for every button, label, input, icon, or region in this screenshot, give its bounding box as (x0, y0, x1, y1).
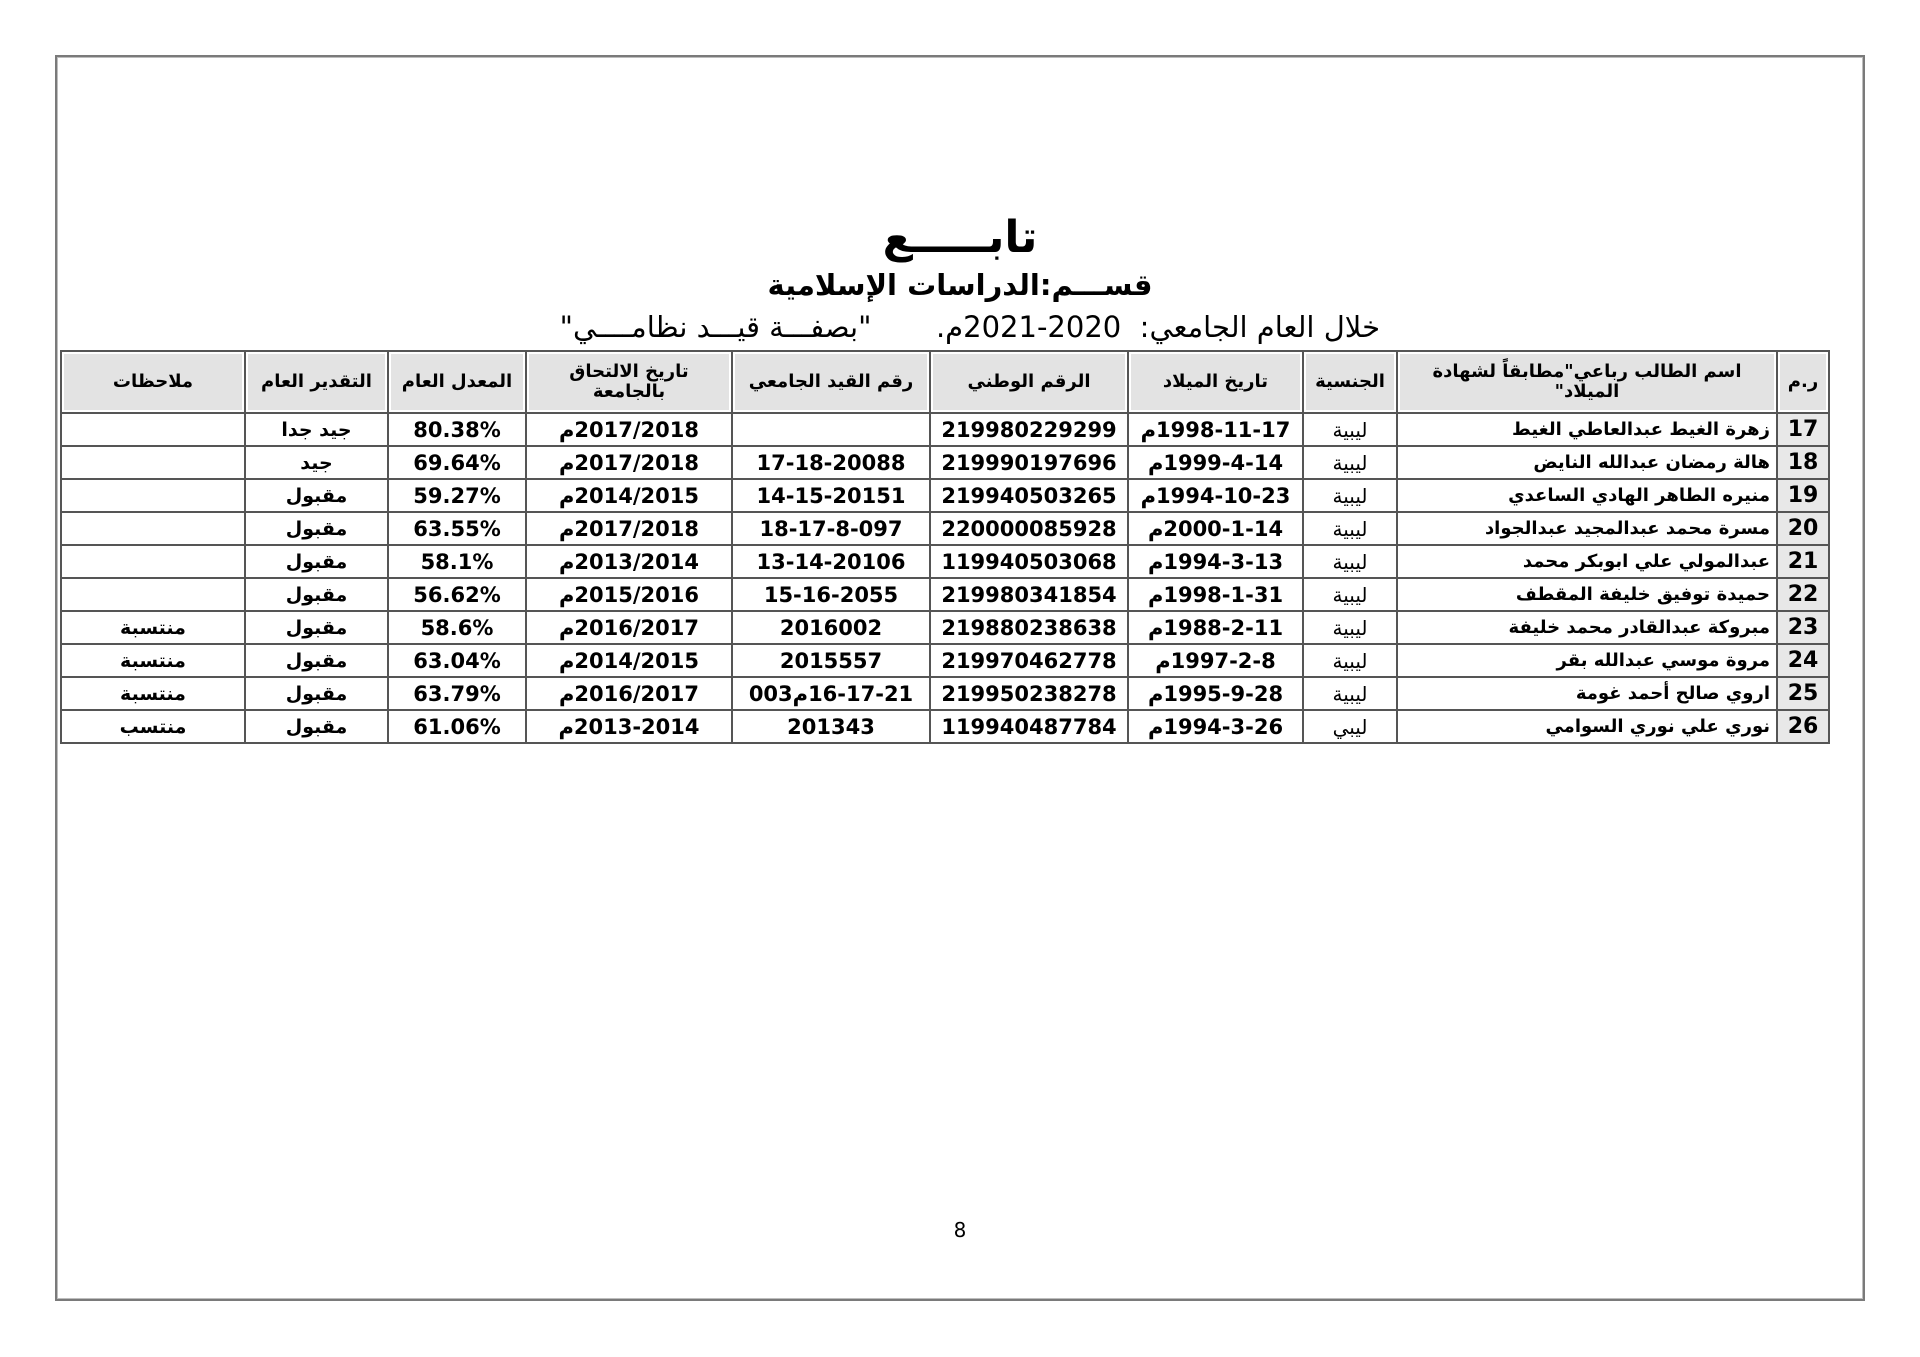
national-id: 119940503068 (930, 545, 1128, 578)
birth-date: 1994-10-23م (1128, 479, 1303, 512)
notes (61, 479, 245, 512)
student-name: حميدة توفيق خليفة المقطف (1397, 578, 1777, 611)
gpa: 58.1% (388, 545, 526, 578)
gpa: 58.6% (388, 611, 526, 644)
department-heading: قســـم:الدراسات الإسلامية (767, 268, 1153, 302)
nationality: ليبية (1303, 413, 1397, 446)
registration-no: 18-17-8-097 (732, 512, 930, 545)
birth-date: 1994-3-26م (1128, 710, 1303, 743)
gpa: 63.04% (388, 644, 526, 677)
table-row (61, 446, 1829, 479)
row-number: 25 (1777, 677, 1829, 710)
notes (61, 413, 245, 446)
row-number: 19 (1777, 479, 1829, 512)
registration-no: 2015557 (732, 644, 930, 677)
table-row (61, 677, 1829, 710)
national-id: 219990197696 (930, 446, 1128, 479)
registration-no: 201343 (732, 710, 930, 743)
join-date: 2015/2016م (526, 578, 732, 611)
table-header-row (61, 351, 1829, 413)
column-header-birth-date: تاريخ الميلاد (1128, 351, 1303, 413)
gpa: 61.06% (388, 710, 526, 743)
student-name: منيره الطاهر الهادي الساعدي (1397, 479, 1777, 512)
join-date: 2013-2014م (526, 710, 732, 743)
column-header-notes: ملاحظات (61, 351, 245, 413)
row-number: 26 (1777, 710, 1829, 743)
gpa: 80.38% (388, 413, 526, 446)
table-row (61, 413, 1829, 446)
registration-no: 15-16-2055 (732, 578, 930, 611)
notes: منتسبة (61, 644, 245, 677)
table-row (61, 710, 1829, 743)
row-number: 23 (1777, 611, 1829, 644)
national-id: 219950238278 (930, 677, 1128, 710)
grade: مقبول (245, 578, 388, 611)
grade: مقبول (245, 479, 388, 512)
grade: مقبول (245, 512, 388, 545)
column-header-name: اسم الطالب رباعي"مطابقاً لشهادة الميلاد" (1397, 351, 1777, 413)
nationality: ليبية (1303, 446, 1397, 479)
row-number: 21 (1777, 545, 1829, 578)
column-header-no: ر.م (1777, 351, 1829, 413)
nationality: ليبية (1303, 545, 1397, 578)
gpa: 56.62% (388, 578, 526, 611)
registration-no: 17-18-20088 (732, 446, 930, 479)
nationality: ليبية (1303, 611, 1397, 644)
column-header-gpa: المعدل العام (388, 351, 526, 413)
national-id: 219980341854 (930, 578, 1128, 611)
gpa: 59.27% (388, 479, 526, 512)
notes (61, 512, 245, 545)
column-header-registration-no: رقم القيد الجامعي (732, 351, 930, 413)
student-name: مبروكة عبدالقادر محمد خليفة (1397, 611, 1777, 644)
student-name: عبدالمولي علي ابوبكر محمد (1397, 545, 1777, 578)
national-id: 219940503265 (930, 479, 1128, 512)
student-name: مسرة محمد عبدالمجيد عبدالجواد (1397, 512, 1777, 545)
gpa: 63.79% (388, 677, 526, 710)
student-name: نوري علي نوري السوامي (1397, 710, 1777, 743)
birth-date: 1994-3-13م (1128, 545, 1303, 578)
enrollment-status-text: "بصفـــة قيـــد نظامــــي" (559, 310, 872, 344)
academic-year-text: خلال العام الجامعي: 2020-2021م. (935, 310, 1380, 344)
nationality: ليبية (1303, 644, 1397, 677)
registration-no: 2016002 (732, 611, 930, 644)
birth-date: 1995-9-28م (1128, 677, 1303, 710)
table-row (61, 545, 1829, 578)
birth-date: 1998-1-31م (1128, 578, 1303, 611)
join-date: 2014/2015م (526, 644, 732, 677)
registration-no: 13-14-20106 (732, 545, 930, 578)
page-number: 8 (953, 1218, 967, 1242)
notes: منتسب (61, 710, 245, 743)
student-name: هالة رمضان عبدالله النايض (1397, 446, 1777, 479)
nationality: ليبية (1303, 578, 1397, 611)
nationality: ليبية (1303, 479, 1397, 512)
row-number: 24 (1777, 644, 1829, 677)
nationality: ليبية (1303, 677, 1397, 710)
birth-date: 1997-2-8م (1128, 644, 1303, 677)
national-id: 219970462778 (930, 644, 1128, 677)
join-date: 2017/2018م (526, 413, 732, 446)
join-date: 2014/2015م (526, 479, 732, 512)
gpa: 69.64% (388, 446, 526, 479)
grade: مقبول (245, 710, 388, 743)
national-id: 219880238638 (930, 611, 1128, 644)
column-header-grade: التقدير العام (245, 351, 388, 413)
gpa: 63.55% (388, 512, 526, 545)
national-id: 219980229299 (930, 413, 1128, 446)
national-id: 119940487784 (930, 710, 1128, 743)
join-date: 2017/2018م (526, 512, 732, 545)
birth-date: 1999-4-14م (1128, 446, 1303, 479)
birth-date: 1998-11-17م (1128, 413, 1303, 446)
student-name: زهرة الغيط عبدالعاطي الغيط (1397, 413, 1777, 446)
notes (61, 578, 245, 611)
table-body (61, 413, 1829, 743)
birth-date: 2000-1-14م (1128, 512, 1303, 545)
nationality: ليبية (1303, 512, 1397, 545)
row-number: 22 (1777, 578, 1829, 611)
page-title: تابـــــع (882, 212, 1038, 263)
join-date: 2013/2014م (526, 545, 732, 578)
column-header-national-id: الرقم الوطني (930, 351, 1128, 413)
registration-no (732, 413, 930, 446)
join-date: 2016/2017م (526, 611, 732, 644)
registration-no: 16-17-21م003 (732, 677, 930, 710)
notes: منتسبة (61, 677, 245, 710)
students-table (60, 350, 1830, 744)
table-row (61, 479, 1829, 512)
row-number: 20 (1777, 512, 1829, 545)
student-name: مروة موسي عبدالله بقر (1397, 644, 1777, 677)
notes (61, 545, 245, 578)
students-table-container (60, 350, 1819, 744)
grade: جيد (245, 446, 388, 479)
row-number: 17 (1777, 413, 1829, 446)
grade: مقبول (245, 677, 388, 710)
national-id: 220000085928 (930, 512, 1128, 545)
registration-no: 14-15-20151 (732, 479, 930, 512)
table-row (61, 578, 1829, 611)
grade: جيد جدا (245, 413, 388, 446)
grade: مقبول (245, 644, 388, 677)
nationality: ليبي (1303, 710, 1397, 743)
table-row (61, 512, 1829, 545)
birth-date: 1988-2-11م (1128, 611, 1303, 644)
notes: منتسبة (61, 611, 245, 644)
column-header-join-date: تاريخ الالتحاق بالجامعة (526, 351, 732, 413)
row-number: 18 (1777, 446, 1829, 479)
notes (61, 446, 245, 479)
table-row (61, 611, 1829, 644)
join-date: 2017/2018م (526, 446, 732, 479)
student-name: اروي صالح أحمد غومة (1397, 677, 1777, 710)
join-date: 2016/2017م (526, 677, 732, 710)
table-row (61, 644, 1829, 677)
grade: مقبول (245, 611, 388, 644)
column-header-nationality: الجنسية (1303, 351, 1397, 413)
grade: مقبول (245, 545, 388, 578)
academic-year-line (520, 308, 1380, 346)
